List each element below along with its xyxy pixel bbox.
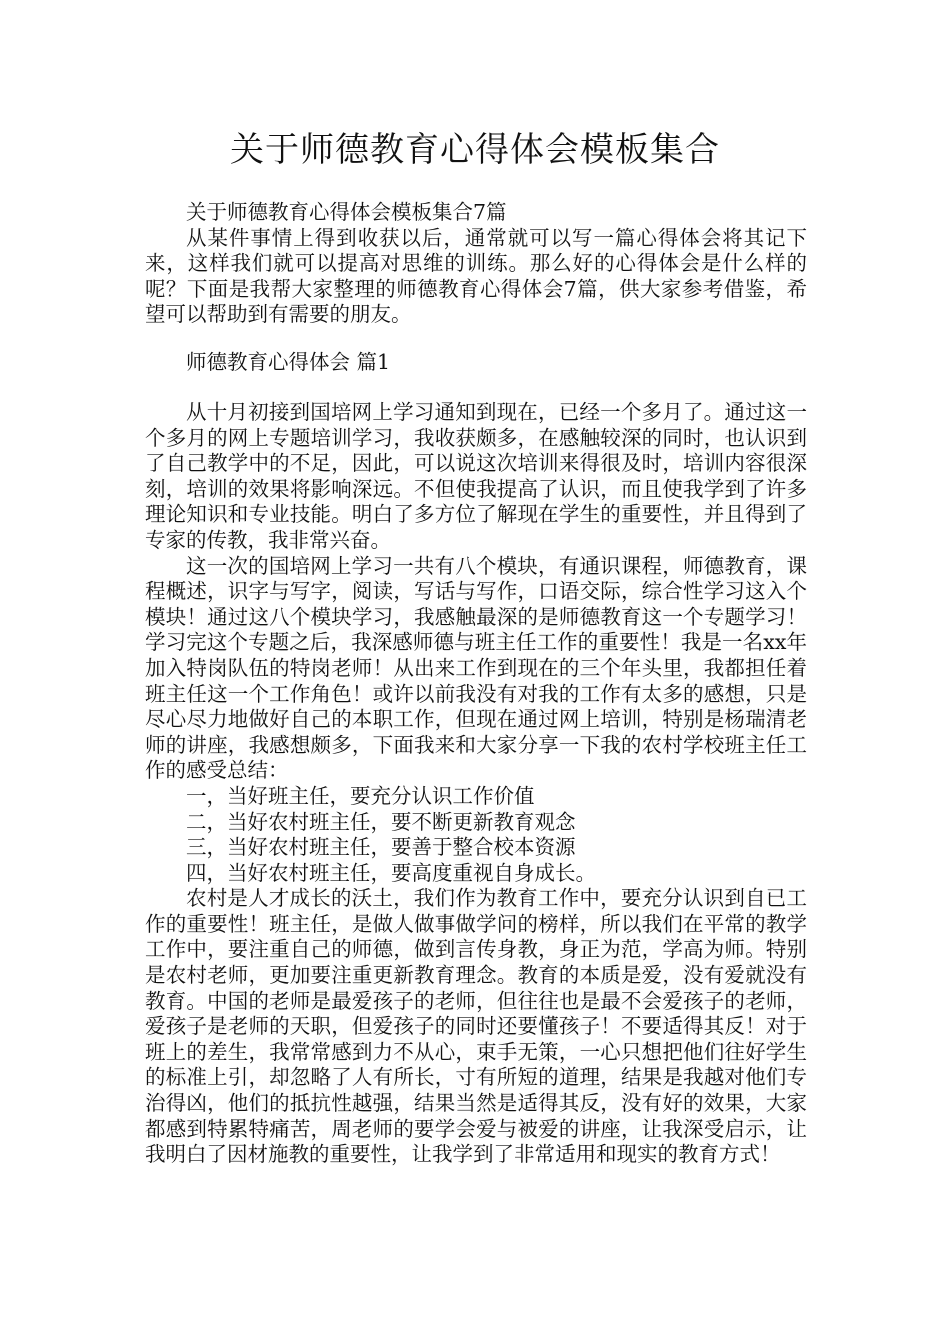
closing-paragraph: 农村是人才成长的沃土，我们作为教育工作中，要充分认识到自已工作的重要性！班主任，是做人做事做学问的榜样，所以我们在平常的教学工作中，要注重自己的师德，做到言传身教，身正为范，学高为师。特别是农村老师，更加要注重更新教育理念。教育的本质是爱，没有爱就没有教育。中国的老师是最爱孩子的老师，但往往也是最不会爱孩子的老师，爱孩子是老师的天职，但爱孩子的同时还要懂孩子！不要适得其反！对于班上的差生，我常常感到力不从心，束手无策，一心只想把他们往好学生的标准上引，却忽略了人有所长，寸有所短的道理，结果是我越对他们专治得凶，他们的抵抗性越强，结果当然是适得其反，没有好的效果，大家都感到特累特痛苦，周老师的要学会爱与被爱的讲座，让我深受启示，让我明白了因材施教的重要性，让我学到了非常适用和现实的教育方式！ — [145, 886, 807, 1167]
list-item-2: 二，当好农村班主任，要不断更新教育观念 — [186, 809, 576, 834]
intro-paragraph: 从某件事情上得到收获以后，通常就可以写一篇心得体会将其记下来，这样我们就可以提高对思维的训练。那么好的心得体会是什么样的呢？下面是我帮大家整理的师德教育心得体会7篇，供大家参考借鉴，希望可以帮助到有需要的朋友。 — [145, 225, 807, 327]
document-title: 关于师德教育心得体会模板集合 — [230, 130, 720, 170]
list-item-1: 一，当好班主任，要充分认识工作价值 — [186, 783, 535, 808]
section-heading: 师德教育心得体会 篇1 — [186, 350, 391, 374]
main-content — [145, 400, 807, 1168]
intro-section — [145, 200, 807, 328]
paragraph-1: 从十月初接到国培网上学习通知到现在，已经一个多月了。通过这一个多月的网上专题培训学习，我收获颇多，在感触较深的同时，也认识到了自己教学中的不足，因此，可以说这次培训来得很及时，培训内容很深刻，培训的效果将影响深远。不但使我提高了认识，而且使我学到了许多理论知识和专业技能。明白了多方位了解现在学生的重要性，并且得到了专家的传教，我非常兴奋。 — [145, 400, 807, 552]
list-item-4: 四，当好农村班主任，要高度重视自身成长。 — [186, 860, 596, 885]
intro-subtitle: 关于师德教育心得体会模板集合7篇 — [186, 200, 507, 224]
list-item-3: 三，当好农村班主任，要善于整合校本资源 — [186, 835, 576, 860]
paragraph-2: 这一次的国培网上学习一共有八个模块，有通识课程，师德教育，课程概述，识字与写字，阅读，写话与写作，口语交际，综合性学习这入个模块！通过这八个模块学习，我感触最深的是师德教育这一个专题学习！学习完这个专题之后，我深感师德与班主任工作的重要性！我是一名xx年加入特岗队伍的特岗老师！从出来工作到现在的三个年头里，我都担任着班主任这一个工作角色！或许以前我没有对我的工作有太多的感想，只是尽心尽力地做好自己的本职工作，但现在通过网上培训，特别是杨瑞清老师的讲座，我感想颇多，下面我来和大家分享一下我的农村学校班主任工作的感受总结： — [145, 553, 807, 783]
